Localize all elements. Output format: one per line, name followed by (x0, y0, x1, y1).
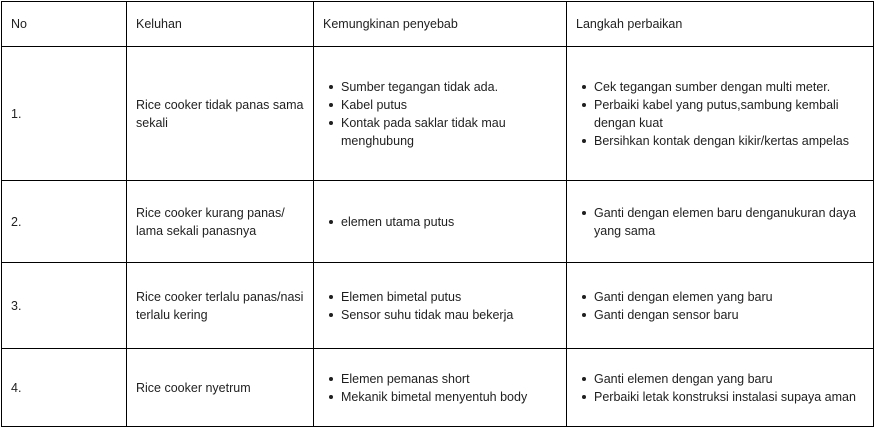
cause-cell (314, 349, 567, 427)
header-keluhan: Keluhan (127, 2, 314, 47)
list-item: Ganti dengan elemen yang baru (594, 288, 864, 306)
list-item: Ganti dengan sensor baru (594, 306, 864, 324)
table-header-row (2, 2, 874, 47)
table-row (2, 349, 874, 427)
list-item: Perbaiki letak konstruksi instalasi supaya aman (594, 388, 864, 406)
cause-list (323, 213, 557, 231)
list-item: Ganti elemen dengan yang baru (594, 370, 864, 388)
list-item: Ganti dengan elemen baru denganukuran daya yang sama (594, 204, 864, 240)
list-item: Sensor suhu tidak mau bekerja (341, 306, 557, 324)
complaint-cell: Rice cooker tidak panas sama sekali (127, 47, 314, 181)
list-item: Cek tegangan sumber dengan multi meter. (594, 78, 864, 96)
list-item: elemen utama putus (341, 213, 557, 231)
list-item: Sumber tegangan tidak ada. (341, 78, 557, 96)
repair-cell (567, 181, 874, 263)
cause-list (323, 288, 557, 324)
cause-cell (314, 181, 567, 263)
complaint-cell: Rice cooker nyetrum (127, 349, 314, 427)
header-no: No (2, 2, 127, 47)
list-item: Perbaiki kabel yang putus,sambung kembali dengan kuat (594, 96, 864, 132)
header-penyebab: Kemungkinan penyebab (314, 2, 567, 47)
table-row (2, 47, 874, 181)
repair-list (576, 288, 864, 324)
row-number: 1. (2, 47, 127, 181)
complaint-cell: Rice cooker kurang panas/ lama sekali panasnya (127, 181, 314, 263)
repair-cell (567, 263, 874, 349)
repair-list (576, 370, 864, 406)
cause-list (323, 370, 557, 406)
repair-list (576, 78, 864, 150)
table-row (2, 263, 874, 349)
complaint-cell: Rice cooker terlalu panas/nasi terlalu kering (127, 263, 314, 349)
header-perbaikan: Langkah perbaikan (567, 2, 874, 47)
list-item: Elemen bimetal putus (341, 288, 557, 306)
repair-cell (567, 47, 874, 181)
list-item: Kontak pada saklar tidak mau menghubung (341, 114, 557, 150)
troubleshooting-table (1, 1, 874, 427)
cause-cell (314, 47, 567, 181)
row-number: 2. (2, 181, 127, 263)
row-number: 3. (2, 263, 127, 349)
cause-list (323, 78, 557, 150)
repair-cell (567, 349, 874, 427)
list-item: Bersihkan kontak dengan kikir/kertas ampelas (594, 132, 864, 150)
cause-cell (314, 263, 567, 349)
list-item: Mekanik bimetal menyentuh body (341, 388, 557, 406)
table-row (2, 181, 874, 263)
list-item: Kabel putus (341, 96, 557, 114)
row-number: 4. (2, 349, 127, 427)
repair-list (576, 204, 864, 240)
list-item: Elemen pemanas short (341, 370, 557, 388)
